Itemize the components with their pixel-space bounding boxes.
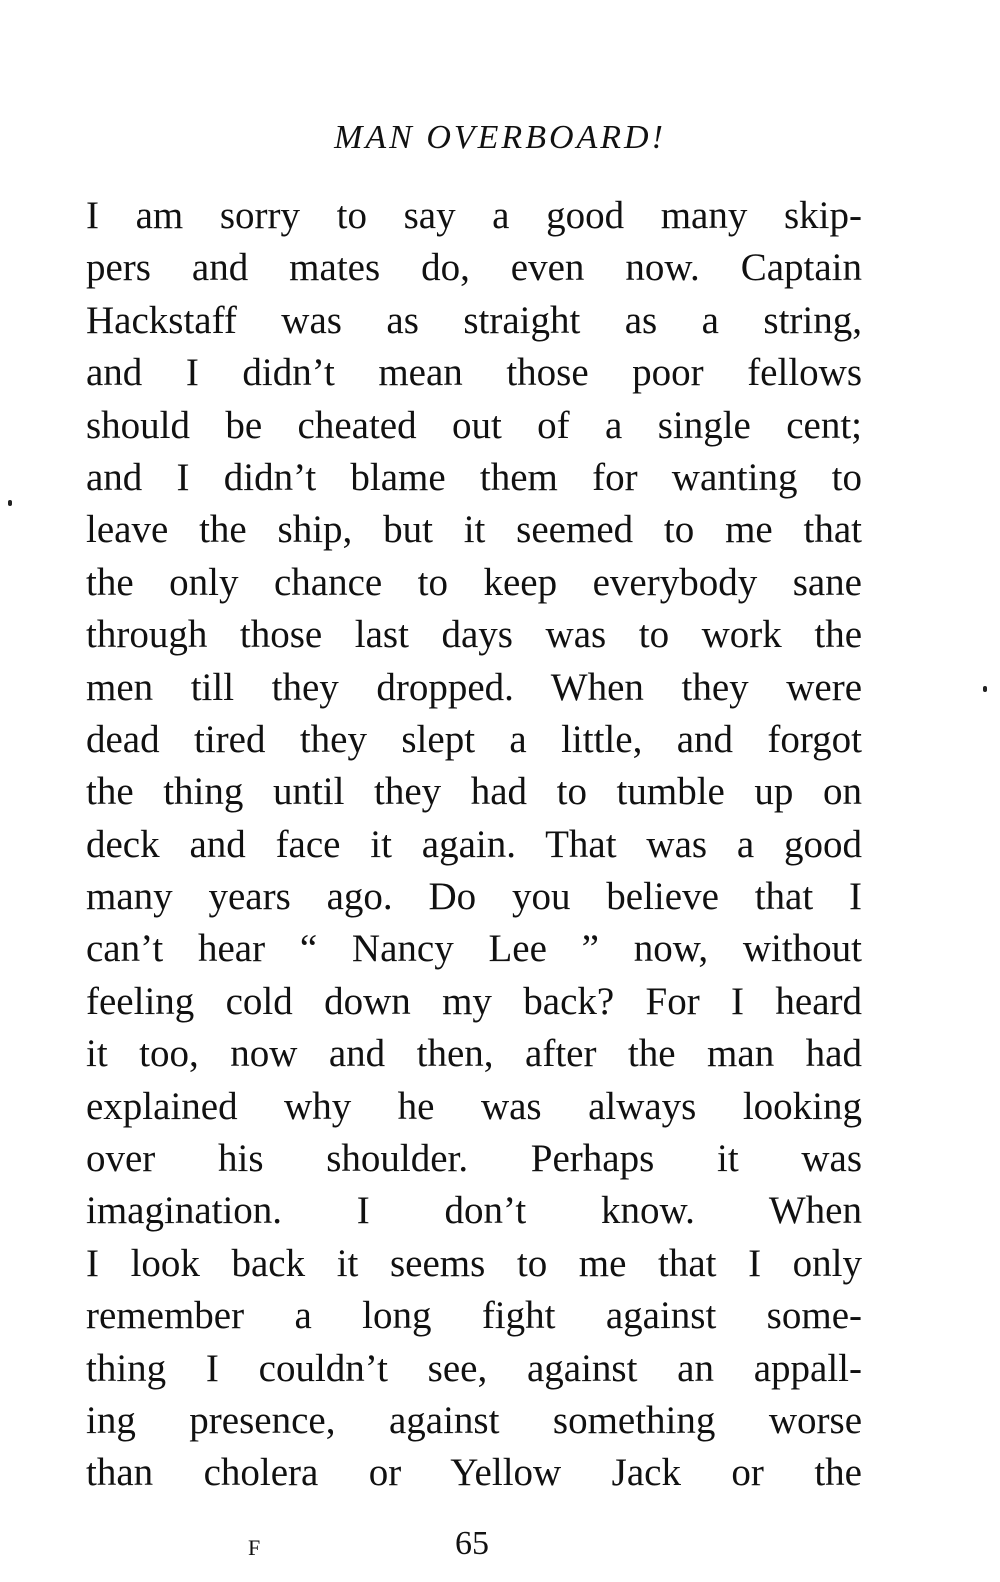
text-line: many years ago. Do you believe that I: [86, 875, 862, 919]
text-line: men till they dropped. When they were: [86, 665, 862, 709]
text-line: and I didn’t blame them for wanting to: [86, 455, 862, 499]
scan-speck: [983, 686, 987, 692]
page-footer: [0, 1522, 1000, 1566]
text-line: than cholera or Yellow Jack or the: [86, 1451, 862, 1495]
text-line: thing I couldn’t see, against an appall-: [86, 1346, 862, 1390]
text-line: it too, now and then, after the man had: [86, 1032, 862, 1076]
body-text: [86, 190, 862, 1500]
text-line: explained why he was always looking: [86, 1084, 862, 1128]
page-number: 65: [455, 1525, 489, 1562]
text-line: can’t hear “ Nancy Lee ” now, without: [86, 927, 862, 971]
text-line: deck and face it again. That was a good: [86, 822, 862, 866]
text-line: over his shoulder. Perhaps it was: [86, 1137, 862, 1181]
text-line: feeling cold down my back? For I heard: [86, 979, 862, 1023]
text-line: I look back it seems to me that I only: [86, 1241, 862, 1285]
text-line: remember a long fight against some-: [86, 1294, 862, 1338]
text-line: imagination. I don’t know. When: [86, 1189, 862, 1233]
text-line: the thing until they had to tumble up on: [86, 770, 862, 814]
signature-mark: F: [248, 1535, 261, 1560]
text-line: through those last days was to work the: [86, 613, 862, 657]
scan-speck: [8, 500, 12, 506]
text-line: ing presence, against something worse: [86, 1398, 862, 1442]
text-line: should be cheated out of a single cent;: [86, 403, 862, 447]
text-line: leave the ship, but it seemed to me that: [86, 508, 862, 552]
text-line: Hackstaff was as straight as a string,: [86, 298, 862, 342]
text-line: and I didn’t mean those poor fellows: [86, 351, 862, 395]
running-header: MAN OVERBOARD!: [334, 119, 666, 156]
text-line: pers and mates do, even now. Captain: [86, 246, 862, 290]
text-line: dead tired they slept a little, and forgot: [86, 717, 862, 761]
text-line: the only chance to keep everybody sane: [86, 560, 862, 604]
text-line: I am sorry to say a good many skip-: [86, 194, 862, 237]
